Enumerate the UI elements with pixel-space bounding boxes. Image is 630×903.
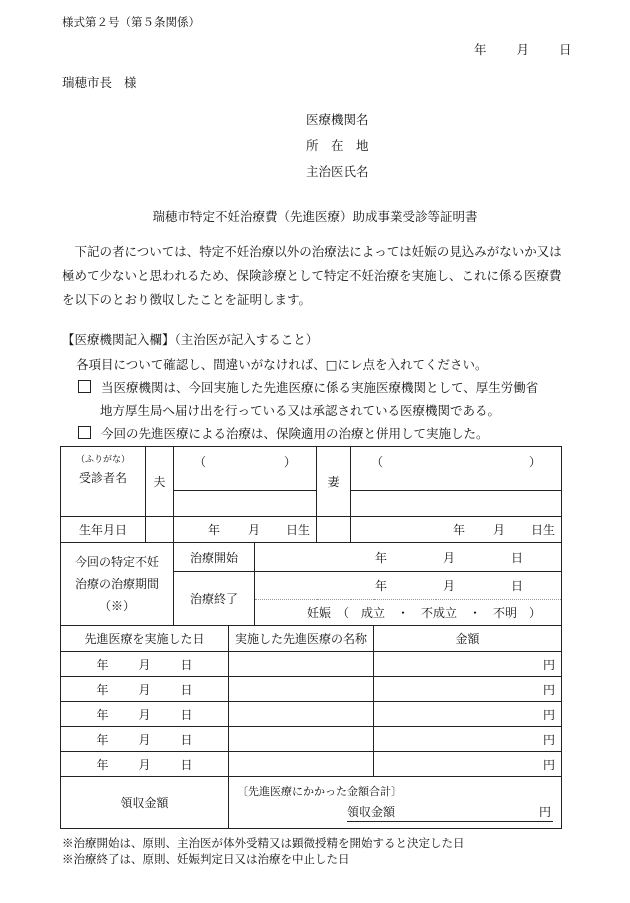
row-treatment-name[interactable]	[229, 702, 374, 727]
checkbox-2[interactable]	[78, 426, 91, 439]
treatment-start-label: 治療開始	[174, 543, 255, 572]
row-date[interactable]: 年 月 日	[61, 652, 229, 677]
wife-birthdate-field[interactable]: 年 月 日生	[351, 517, 562, 543]
wife-name-field[interactable]: （ ）	[351, 447, 562, 491]
checkbox-1[interactable]	[78, 380, 91, 393]
col-header-name: 実施した先進医療の名称	[229, 626, 374, 652]
instruction-text: 各項目について確認し、間違いがなければ、□にレ点を入れてください。	[76, 357, 488, 372]
col-header-date: 先進医療を実施した日	[61, 626, 229, 652]
doctor-name-label: 主治医氏名	[306, 164, 369, 179]
table-row	[61, 752, 562, 777]
date-month: 月	[516, 42, 530, 57]
addressee: 瑞穂市長 様	[62, 75, 137, 90]
receipt-total-line: 領収金額 円	[347, 805, 553, 822]
husband-name-field[interactable]: （ ）	[174, 447, 317, 491]
row-amount[interactable]: 円	[374, 727, 562, 752]
certification-text: 下記の者については、特定不妊治療以外の治療法によっては妊娠の見込みがないか又は極めて少ないと思われるため、保険診療として特定不妊治療を実施し、これに係る医療費を以下のとおり徴収したことを証明します。	[62, 244, 562, 307]
husband-birthdate-field[interactable]: 年 月 日生	[174, 517, 317, 543]
row-date[interactable]: 年 月 日	[61, 702, 229, 727]
table-row	[61, 727, 562, 752]
patient-name-label-cell: （ふりがな） 受診者名	[61, 447, 146, 491]
husband-name-extra	[174, 491, 317, 517]
row-date[interactable]: 年 月 日	[61, 727, 229, 752]
date-day: 日	[559, 42, 572, 57]
table-row	[61, 702, 562, 727]
row-treatment-name[interactable]	[229, 752, 374, 777]
treatment-start-date[interactable]: 年 月 日	[255, 543, 562, 572]
table-row	[61, 677, 562, 702]
row-date[interactable]: 年 月 日	[61, 677, 229, 702]
row-treatment-name[interactable]	[229, 727, 374, 752]
husband-label-spacer	[146, 517, 174, 543]
checkbox-row-2: 今回の先進医療による治療は、保険適用の治療と併用して実施した。	[78, 424, 489, 442]
row-amount[interactable]: 円	[374, 677, 562, 702]
row-treatment-name[interactable]	[229, 677, 374, 702]
address-label: 所 在 地	[306, 138, 369, 153]
patient-name-spacer	[61, 491, 146, 517]
treatment-end-label: 治療終了	[174, 572, 255, 626]
form-table	[60, 446, 562, 829]
treatment-end-date[interactable]: 年 月 日	[255, 572, 562, 600]
issuer-block	[306, 107, 369, 185]
date-year: 年	[474, 42, 487, 57]
birthdate-label: 生年月日	[61, 517, 146, 543]
checkbox-row-1: 当医療機関は、今回実施した先進医療に係る実施医療機関として、厚生労働省	[78, 378, 538, 396]
row-amount[interactable]: 円	[374, 752, 562, 777]
form-number: 様式第２号（第５条関係）	[62, 15, 200, 29]
issue-date	[474, 40, 572, 58]
row-amount[interactable]: 円	[374, 652, 562, 677]
wife-label: 妻	[317, 447, 351, 517]
wife-label-spacer	[317, 517, 351, 543]
row-treatment-name[interactable]	[229, 652, 374, 677]
footnote-start: ※治療開始は、原則、主治医が体外受精又は顕微授精を開始すると決定した日	[62, 836, 465, 850]
row-date[interactable]: 年 月 日	[61, 752, 229, 777]
footnote-end: ※治療終了は、原則、妊娠判定日又は治療を中止した日	[62, 852, 350, 866]
institution-name-label: 医療機関名	[306, 112, 369, 127]
wife-name-extra	[351, 491, 562, 517]
receipt-amount-label: 領収金額	[61, 777, 229, 829]
treatment-period-label: 今回の特定不妊 治療の治療期間 （※）	[61, 543, 174, 626]
pregnancy-outcome[interactable]: 妊娠 （ 成立 ・ 不成立 ・ 不明 ）	[255, 600, 562, 626]
husband-label: 夫	[146, 447, 174, 517]
table-row	[61, 652, 562, 677]
receipt-amount-field[interactable]: 〔先進医療にかかった金額合計〕 領収金額 円	[229, 777, 562, 829]
col-header-amount: 金額	[374, 626, 562, 652]
document-title: 瑞穂市特定不妊治療費（先進医療）助成事業受診等証明書	[152, 209, 478, 224]
section-heading: 【医療機関記入欄】（主治医が記入すること）	[62, 332, 319, 347]
row-amount[interactable]: 円	[374, 702, 562, 727]
checkbox-row-1-cont: 地方厚生局へ届け出を行っている又は承認されている医療機関である。	[100, 403, 501, 418]
